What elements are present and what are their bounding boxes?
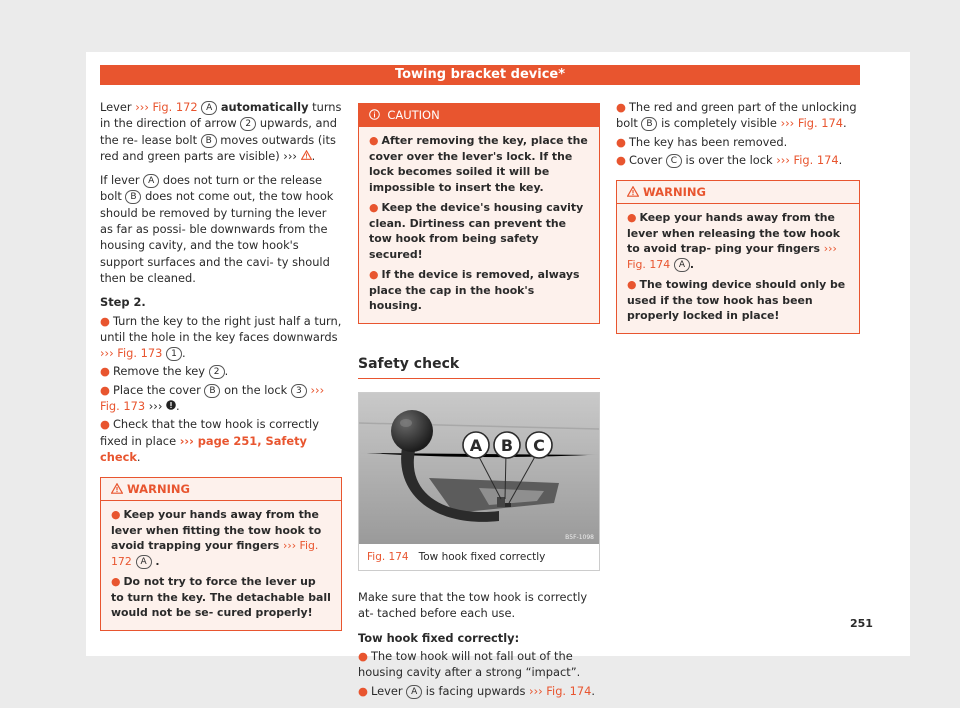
bullet-icon: ● xyxy=(369,268,379,281)
caution-item: ● If the device is removed, always place the cap in the hook's housing. xyxy=(369,268,580,312)
caution-item: ● Keep the device's housing cavity clean. Dirtiness can prevent the tow hook from being safety secured! xyxy=(369,201,584,261)
list-item: ● Check that the tow hook is correctly fixed in place ››› page 251, Safety check. xyxy=(100,417,319,464)
figure-link[interactable]: ››› Fig. 174 xyxy=(529,683,592,698)
page-link[interactable]: ››› page 251, Safety check xyxy=(100,433,307,464)
figure-code: B5F-1098 xyxy=(565,533,594,541)
bullet-icon: ● xyxy=(100,382,110,397)
info-circle-icon[interactable] xyxy=(166,399,176,413)
bullet-icon: ● xyxy=(358,683,368,698)
page-header: Towing bracket device* xyxy=(100,65,860,85)
bullet-icon: ● xyxy=(616,152,626,167)
list-item: ● Turn the key to the right just half a turn, until the hole in the key faces downwards ››› Fig. 173 1 . xyxy=(100,313,342,361)
warning-header: WARNING xyxy=(101,478,341,501)
figure-174 xyxy=(358,392,600,571)
step-heading: Step 2. xyxy=(100,295,146,310)
list-item: ● The tow hook will not fall out of the housing cavity after a strong “impact”. xyxy=(358,648,581,680)
warning-item: ● Do not try to force the lever up to turn the key. The detachable ball would not be se- cured properly! xyxy=(111,575,331,620)
number-marker: 3 xyxy=(291,384,307,398)
svg-text:A: A xyxy=(469,435,483,455)
warning-triangle-icon xyxy=(627,185,639,199)
bullet-icon: ● xyxy=(369,134,379,147)
list-item: ● Cover C is over the lock ››› Fig. 174. xyxy=(616,152,843,167)
bullet-icon: ● xyxy=(100,364,110,379)
section-title: Safety check xyxy=(358,356,600,379)
bullet-icon: ● xyxy=(100,417,110,432)
number-marker: 2 xyxy=(209,365,225,379)
bullet-icon: ● xyxy=(111,508,121,522)
tow-hook-illustration xyxy=(359,393,599,544)
svg-text:C: C xyxy=(533,435,545,455)
warning-triangle-icon[interactable] xyxy=(301,149,312,163)
figure-caption: Fig. 174 Tow hook fixed correctly xyxy=(367,550,546,563)
bullet-icon: ● xyxy=(111,575,121,589)
list-item: ● Place the cover B on the lock 3 ››› Fig. 173 ››› . xyxy=(100,382,325,414)
figure-link[interactable]: ››› Fig. 173 xyxy=(100,382,325,414)
label-a-marker: A xyxy=(201,101,217,115)
column-2 xyxy=(358,103,600,707)
caution-box xyxy=(358,103,600,324)
bullet-icon: ● xyxy=(100,313,110,328)
label-b-marker: B xyxy=(641,117,657,131)
bullet-icon: ● xyxy=(616,134,626,149)
list-item: ● The key has been removed. xyxy=(616,134,788,149)
warning-box xyxy=(616,180,860,334)
label-b-marker: B xyxy=(125,190,141,204)
subheading: Tow hook fixed correctly: xyxy=(358,630,520,645)
caution-header: CAUTION xyxy=(359,104,599,127)
list-item: ● Lever A is facing upwards ››› Fig. 174. xyxy=(358,683,596,698)
bullet-icon: ● xyxy=(627,278,637,292)
paragraph: If lever A does not turn or the release bolt B does not come out, the tow hook should be removed by turning the lever as far as possi- ble downwards from the housing cavity, and the tow hook's support surfaces and the cavi- ty should then be cleaned. xyxy=(100,173,334,285)
label-b-marker: B xyxy=(201,134,217,148)
warning-item: ● Keep your hands away from the lever when fitting the tow hook to avoid trapping your fingers ››› Fig. 172 A . xyxy=(111,508,322,568)
label-c-marker: C xyxy=(666,154,682,168)
figure-link[interactable]: ››› Fig. 172 xyxy=(111,539,319,568)
column-1 xyxy=(100,99,342,631)
column-3 xyxy=(616,99,860,334)
bullet-icon: ● xyxy=(627,211,637,225)
warning-triangle-icon xyxy=(111,482,123,496)
list-item: ● Remove the key 2 . xyxy=(100,364,229,379)
info-circle-icon xyxy=(369,108,380,122)
figure-link[interactable]: ››› Fig. 172 xyxy=(135,100,198,114)
warning-box xyxy=(100,477,342,631)
figure-link[interactable]: ››› Fig. 173 xyxy=(100,346,163,361)
warning-item: ● The towing device should only be used if the tow hook has been properly locked in place! xyxy=(627,278,846,323)
svg-text:B: B xyxy=(500,435,514,455)
bullet-icon: ● xyxy=(358,648,368,663)
list-item: ● The red and green part of the unlocking bolt B is completely visible ››› Fig. 174. xyxy=(616,100,857,131)
label-a-marker: A xyxy=(406,685,422,699)
figure-link[interactable]: ››› Fig. 174 xyxy=(627,242,837,271)
number-marker: 1 xyxy=(166,347,182,361)
label-a-marker: A xyxy=(674,258,690,272)
page-number: 251 xyxy=(850,617,873,630)
paragraph: Make sure that the tow hook is correctly at- tached before each use. xyxy=(358,590,588,621)
bullet-icon: ● xyxy=(369,201,379,214)
number-marker: 2 xyxy=(240,117,256,131)
bullet-icon: ● xyxy=(616,100,626,114)
warning-header: WARNING xyxy=(617,181,859,204)
caution-item: ● After removing the key, place the cover over the lever's lock. If the lock becomes soiled it will be impossible to insert the key. xyxy=(369,134,588,194)
figure-link[interactable]: ››› Fig. 174 xyxy=(776,152,839,167)
label-a-marker: A xyxy=(143,174,159,188)
paragraph: Lever ››› Fig. 172 A automatically turns in the direction of arrow 2 upwards, and the re- lease bolt B moves outwards (its red and green parts are visible) ››› . xyxy=(100,100,342,163)
figure-link[interactable]: ››› Fig. 174 xyxy=(780,116,843,131)
label-b-marker: B xyxy=(204,384,220,398)
warning-item: ● Keep your hands away from the lever when releasing the tow hook to avoid trap- ping your fingers ››› Fig. 174 A . xyxy=(627,211,840,271)
label-a-marker: A xyxy=(136,555,152,569)
